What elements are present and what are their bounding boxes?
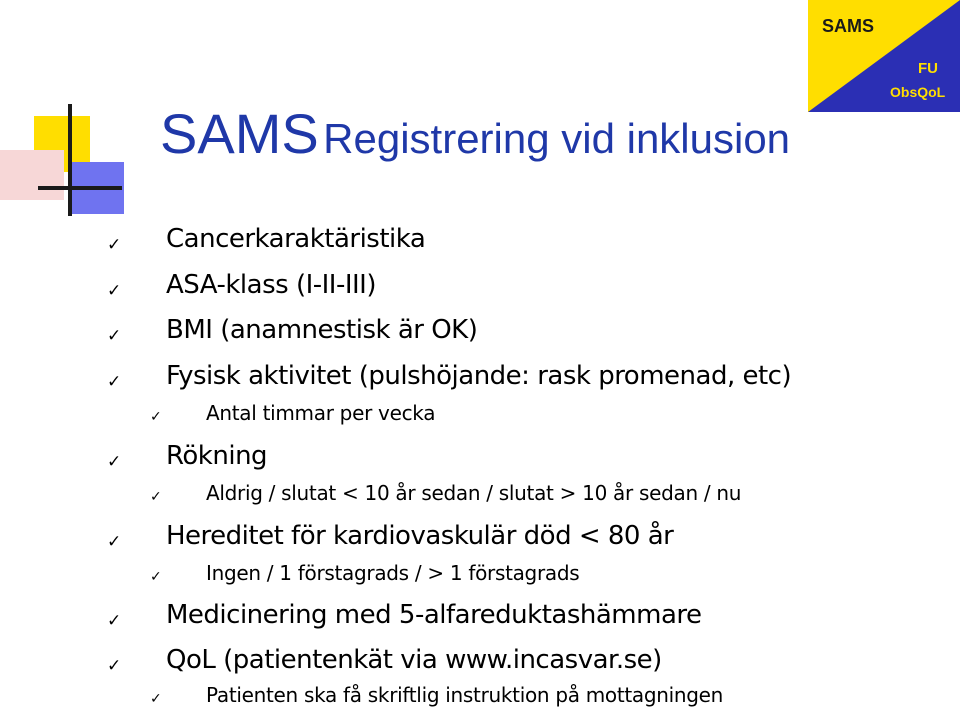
checkmark-icon: ✓ bbox=[150, 409, 162, 425]
checkmark-icon: ✓ bbox=[150, 691, 162, 707]
checkmark-icon: ✓ bbox=[150, 489, 162, 505]
bullet-item: BMI (anamnestisk är OK) bbox=[166, 315, 478, 345]
logo-fu-text: FU bbox=[918, 60, 938, 77]
sub-bullet-item: Antal timmar per vecka bbox=[206, 401, 436, 425]
bullet-item: Hereditet för kardiovaskulär död < 80 år bbox=[166, 521, 674, 551]
checkmark-icon: ✓ bbox=[107, 326, 122, 346]
bullet-item: ASA-klass (I-II-III) bbox=[166, 270, 376, 300]
checkmark-icon: ✓ bbox=[107, 235, 122, 255]
checkmark-icon: ✓ bbox=[107, 281, 122, 301]
bullet-item: Medicinering med 5-alfareduktashämmare bbox=[166, 600, 702, 630]
checkmark-icon: ✓ bbox=[150, 569, 162, 585]
checkmark-icon: ✓ bbox=[107, 532, 122, 552]
sub-bullet-item: Ingen / 1 förstagrads / > 1 förstagrads bbox=[206, 561, 580, 585]
checkmark-icon: ✓ bbox=[107, 452, 122, 472]
sub-bullet-item: Patienten ska få skriftlig instruktion på mottagningen bbox=[206, 683, 724, 707]
logo-obsqol-text: ObsQoL bbox=[890, 84, 946, 100]
title-main: SAMS bbox=[160, 102, 319, 165]
checkmark-icon: ✓ bbox=[107, 372, 122, 392]
checkmark-icon: ✓ bbox=[107, 656, 122, 676]
bullet-item: QoL (patientenkät via www.incasvar.se) bbox=[166, 645, 662, 675]
title-rest: Registrering vid inklusion bbox=[323, 115, 791, 162]
sub-bullet-item: Aldrig / slutat < 10 år sedan / slutat > 10 år sedan / nu bbox=[206, 481, 742, 505]
logo-sams-text: SAMS bbox=[822, 16, 875, 36]
bullet-item: Cancerkaraktäristika bbox=[166, 224, 426, 254]
checkmark-icon: ✓ bbox=[107, 611, 122, 631]
bullet-item: Rökning bbox=[166, 441, 268, 471]
bullet-item: Fysisk aktivitet (pulshöjande: rask promenad, etc) bbox=[166, 361, 792, 391]
